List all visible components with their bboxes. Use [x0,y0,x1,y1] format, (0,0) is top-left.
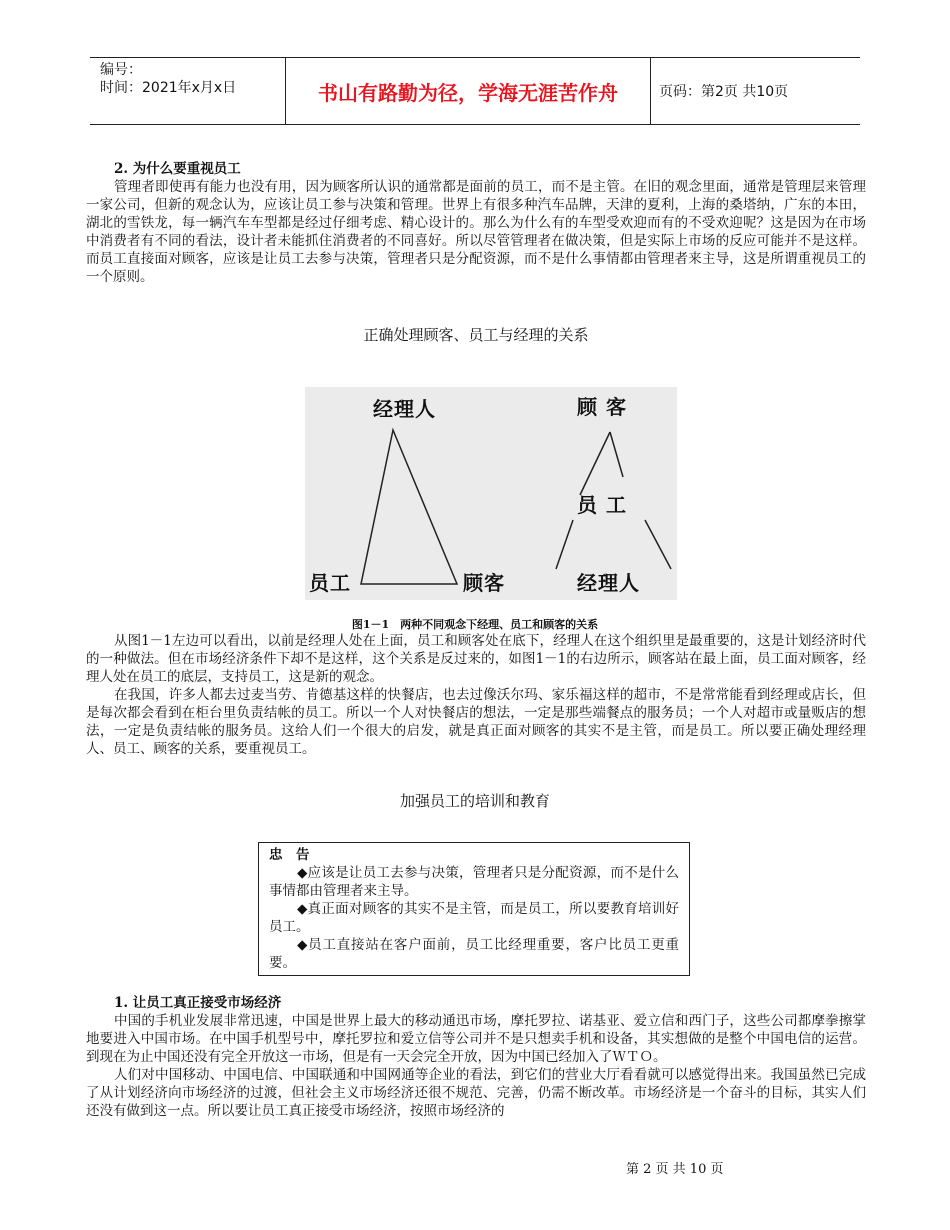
advice-item: ◆应该是让员工去参与决策，管理者只是分配资源，而不是什么事情都由管理者来主导。 [269,865,679,899]
paragraph: 中国的手机业发展非常迅速，中国是世界上最大的移动通迅市场，摩托罗拉、诺基亚、爱立信和西门子，这些公司都摩拳擦掌地要进入中国市场。在中国手机型号中，摩托罗拉和爱立信等公司并不是只想卖手机和设备，其实想做的是整个中国电信的运营。到现在为止中国还没有完全开放这一市场，但是有一天会完全开放，因为中国已经加入了ＷＴＯ。 [86,1013,866,1065]
section-heading: 1. 让员工真正接受市场经济 [114,995,282,1011]
paragraph: 管理者即使再有能力也没有用，因为顾客所认识的通常都是面前的员工，而不是主管。在旧的观念里面，通常是管理层来管理一家公司，但新的观念认为，应该让员工参与决策和管理。世界上有很多种汽车品牌，天津的夏利，上海的桑塔纳，广东的本田，湖北的雪铁龙，每一辆汽车车型都是经过仔细考虑、精心设计的。那么为什么有的车型受欢迎而有的不受欢迎呢？这是因为在市场中消费者有不同的看法，设计者未能抓住消费者的不同喜好。所以尽管管理者在做决策，但是实际上市场的反应可能并不是这样。而员工直接面对顾客，应该是让员工去参与决策，管理者只是分配资源，而不是什么事情都由管理者来主导，这是所谓重视员工的一个原则。 [86,179,866,285]
header-meta [90,58,286,124]
relationship-figure [305,387,677,600]
paragraph: 人们对中国移动、中国电信、中国联通和中国网通等企业的看法，到它们的营业大厅看看就可以感觉得出来。我国虽然已完成了从计划经济向市场经济的过渡，但社会主义市场经济还很不规范、完善，仍需不断改革。市场经济是一个奋斗的目标，其实人们还没有做到这一点。所以要让员工真正接受市场经济，按照市场经济的 [86,1067,866,1119]
header-motto: 书山有路勤为径，学海无涯苦作舟 [286,58,651,124]
advice-item: ◆真正面对顾客的其实不是主管，而是员工，所以要教育培训好员工。 [269,901,679,935]
label-staff-bottom-left: 员工 [309,571,351,595]
label-customer-top: 顾 客 [577,395,627,419]
section-heading: 2. 为什么要重视员工 [114,161,241,177]
right-lower-left-edge [556,520,573,569]
label-staff-middle: 员 工 [577,493,627,517]
header-page-info: 页码：第2页 共10页 [659,84,789,100]
label-manager-bottom: 经理人 [577,571,640,595]
left-triangle [361,430,457,584]
figure-caption: 图1－1 两种不同观念下经理、员工和顾客的关系 [351,618,599,631]
right-apex-right-edge [610,432,623,477]
advice-item: ◆员工直接站在客户面前，员工比经理重要，客户比员工更重要。 [269,937,679,971]
time-label: 时间：2021年x月x日 [100,80,237,96]
subtitle-training: 加强员工的培训和教育 [399,792,550,810]
section-figure-explanation [86,632,866,758]
right-lower-right-edge [645,520,671,569]
advice-box [258,842,690,976]
paragraph: 从图1－1左边可以看出，以前是经理人处在上面，员工和顾客处在底下，经理人在这个组织里是最重要的，这是计划经济时代的一种做法。但在市场经济条件下却不是这样，这个关系是反过来的，如图1－1的右边所示，顾客站在最上面，员工面对顾客，经理人处在员工的底层，支持员工，这是新的观念。 [86,633,866,685]
code-label: 编号： [100,62,142,78]
section-why-value-staff [86,160,866,345]
section-market-economy [86,994,866,1120]
advice-title: 忠 告 [269,847,310,863]
page-footer: 第 2 页 共 10 页 [626,1162,724,1177]
paragraph: 在我国，许多人都去过麦当劳、肯德基这样的快餐店，也去过像沃尔玛、家乐福这样的超市，不是常常能看到经理或店长，但是每次都会看到在柜台里负责结帐的员工。所以一个人对快餐店的想法，一定是那些端餐点的服务员；一个人对超市或量贩店的想法，一定是负责结帐的服务员。这给人们一个很大的启发，就是真正面对顾客的其实不是主管，而是员工。所以要正确处理经理人、员工、顾客的关系，要重视员工。 [86,687,866,757]
label-customer-bottom-right: 顾客 [463,571,505,595]
page-header [90,57,860,125]
right-apex-left-edge [580,432,610,495]
subtitle-relationship: 正确处理顾客、员工与经理的关系 [363,326,589,344]
label-manager-top: 经理人 [373,397,436,421]
